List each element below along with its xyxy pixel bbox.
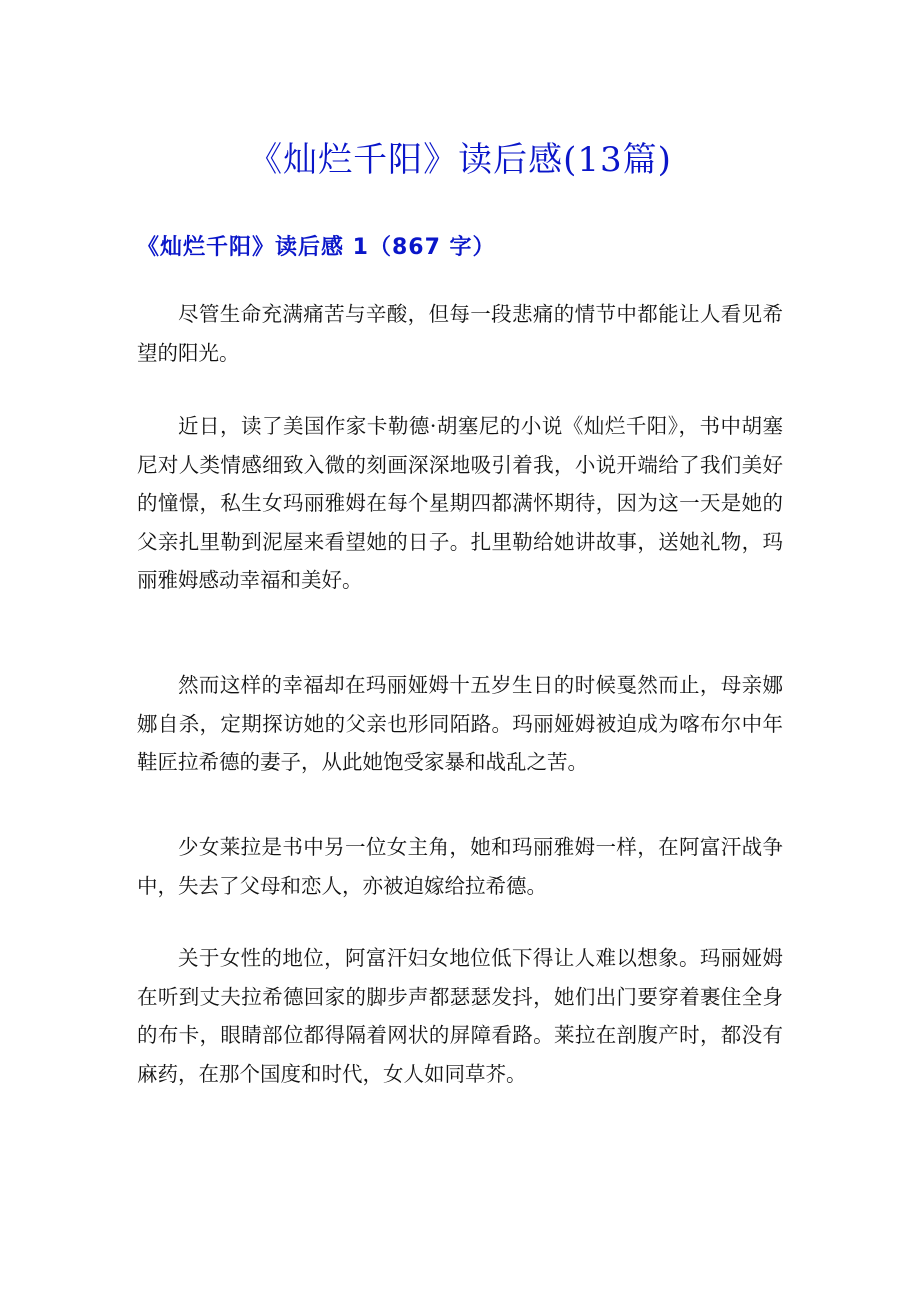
- paragraph: 少女莱拉是书中另一位女主角，她和玛丽雅姆一样，在阿富汗战争中，失去了父母和恋人，亦被迫嫁给拉希德。: [137, 835, 783, 898]
- paragraph: 然而这样的幸福却在玛丽娅姆十五岁生日的时候戛然而止，母亲娜娜自杀，定期探访她的父亲也形同陌路。玛丽娅姆被迫成为喀布尔中年鞋匠拉希德的妻子，从此她饱受家暴和战乱之苦。: [137, 673, 783, 774]
- paragraph: 尽管生命充满痛苦与辛酸，但每一段悲痛的情节中都能让人看见希望的阳光。: [137, 302, 783, 365]
- section-heading: 《灿烂千阳》读后感 1（867 字）: [137, 235, 496, 260]
- paragraph: 近日，读了美国作家卡勒德·胡塞尼的小说《灿烂千阳》，书中胡塞尼对人类情感细致入微的刻画深深地吸引着我，小说开端给了我们美好的憧憬，私生女玛丽雅姆在每个星期四都满怀期待，因为这一天是她的父亲扎里勒到泥屋来看望她的日子。扎里勒给她讲故事，送她礼物，玛丽雅姆感动幸福和美好。: [137, 414, 783, 592]
- document-title: 《灿烂千阳》读后感(13篇): [248, 140, 672, 180]
- paragraph: 关于女性的地位，阿富汗妇女地位低下得让人难以想象。玛丽娅姆在听到丈夫拉希德回家的脚步声都瑟瑟发抖，她们出门要穿着裹住全身的布卡，眼睛部位都得隔着网状的屏障看路。莱拉在剖腹产时，都没有麻药，在那个国度和时代，女人如同草芥。: [137, 946, 783, 1086]
